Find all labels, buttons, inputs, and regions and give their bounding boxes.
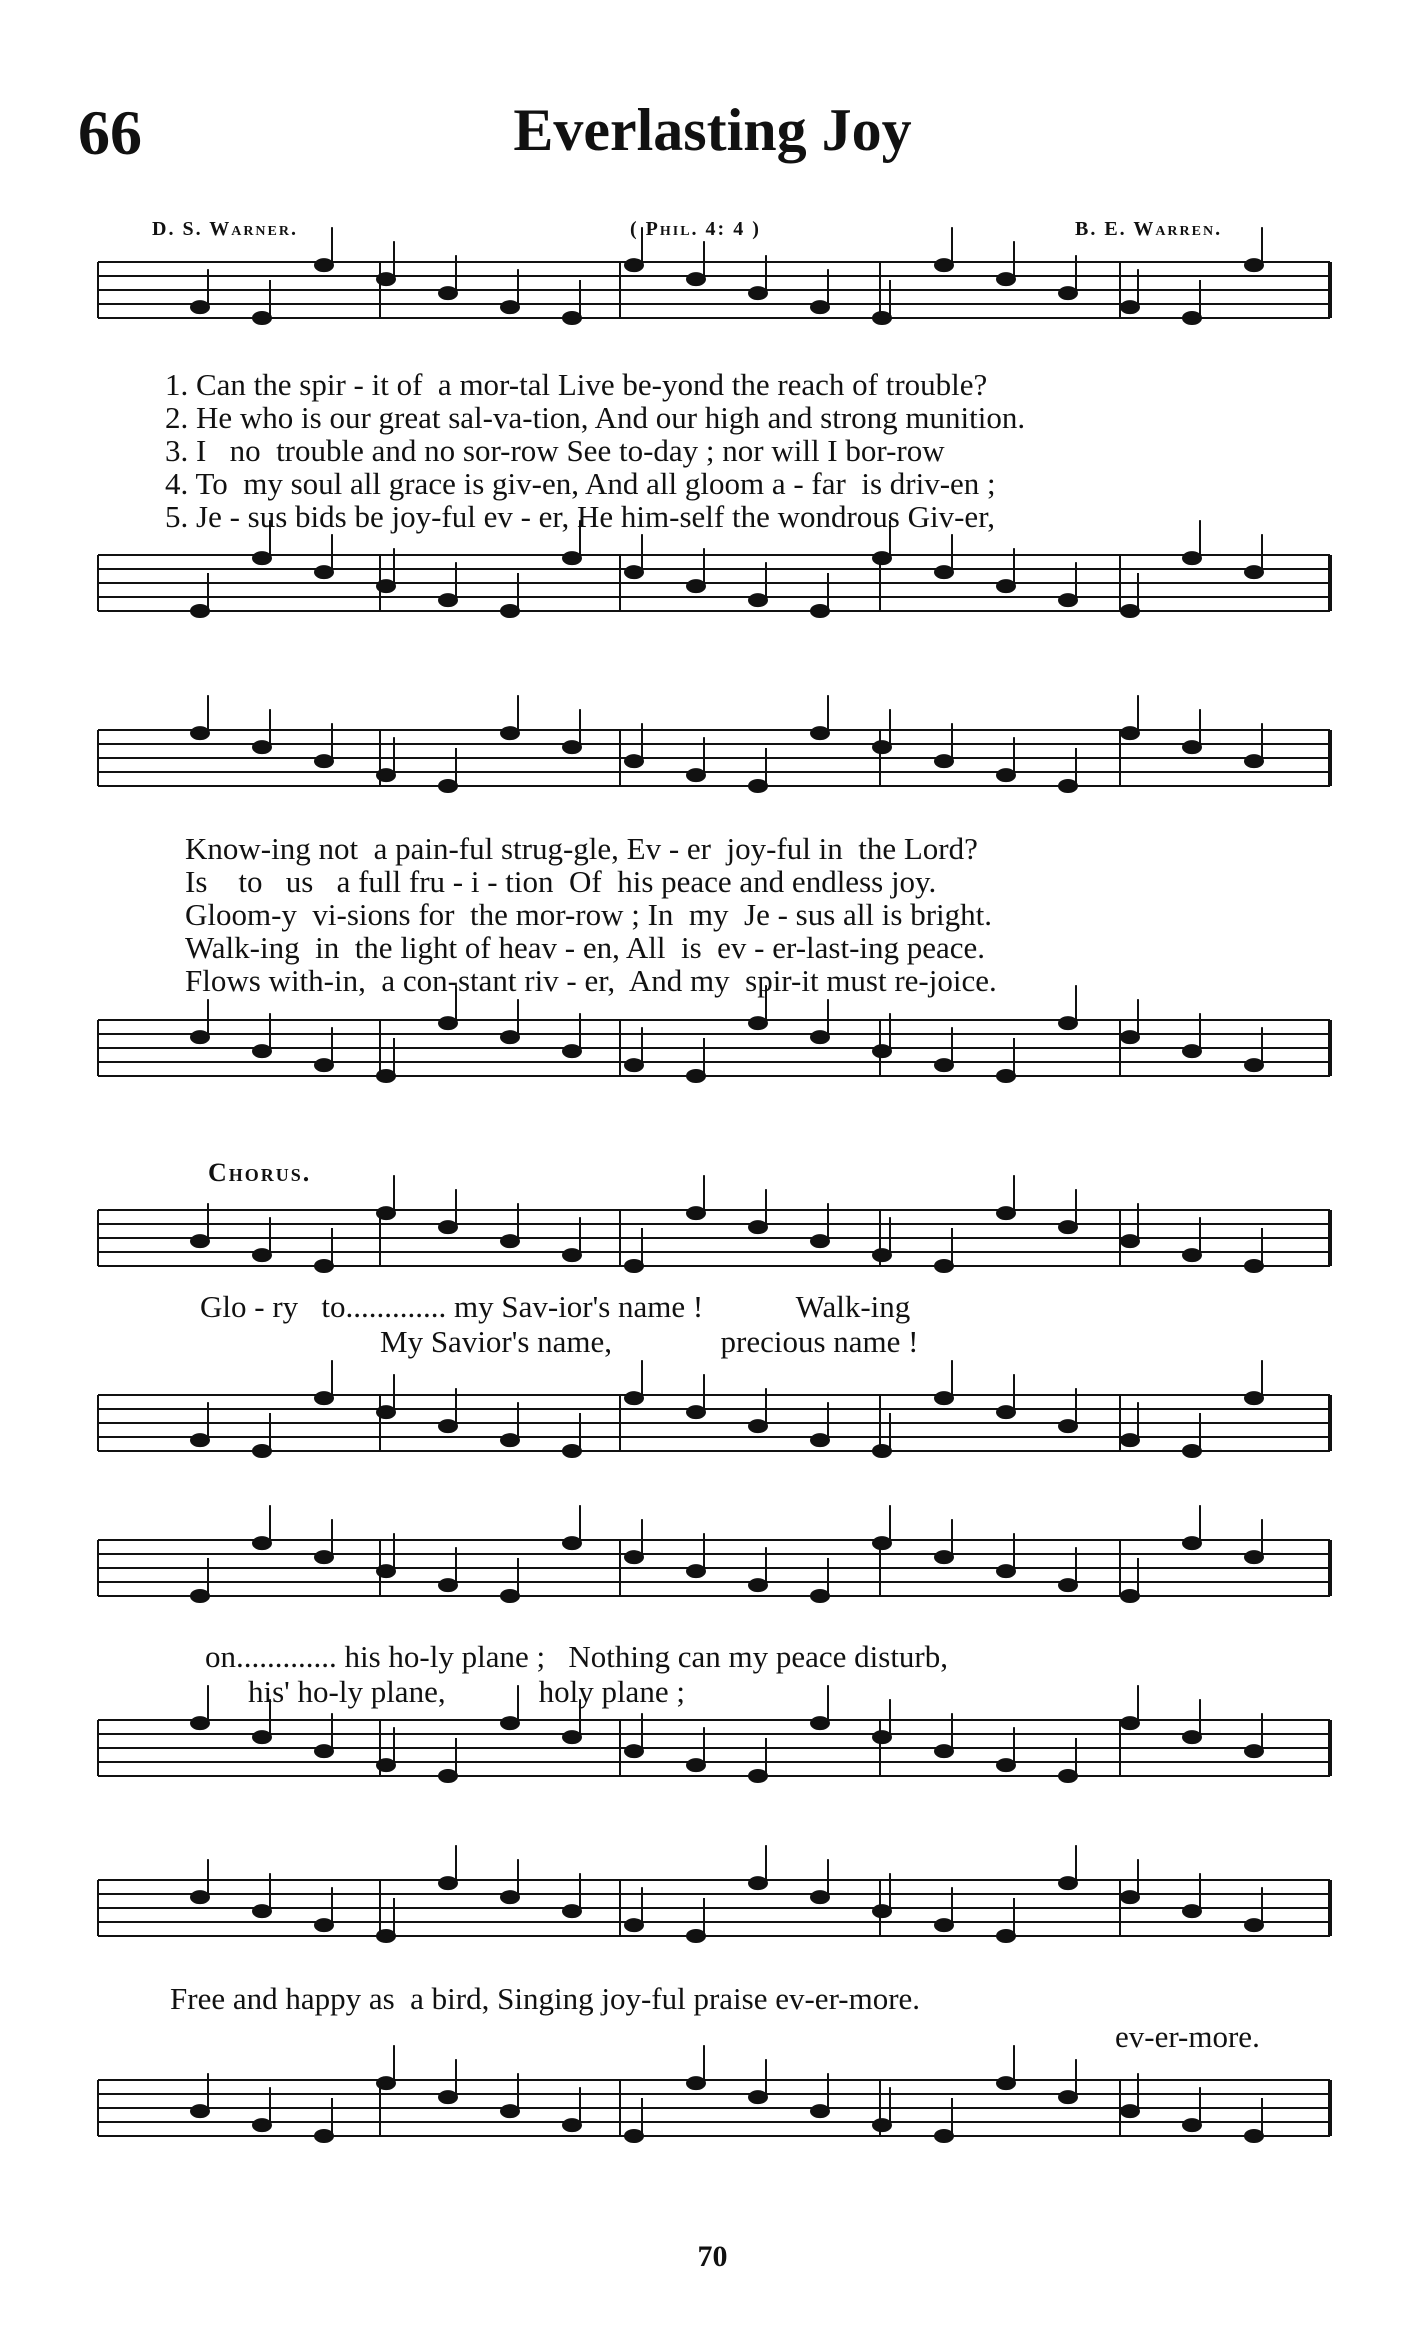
note-head [563, 1731, 581, 1743]
note-head [439, 594, 457, 606]
note-head [1245, 1392, 1263, 1404]
note-head [749, 2091, 767, 2103]
note-head [811, 301, 829, 313]
note-head [315, 259, 333, 271]
note-head [191, 1434, 209, 1446]
note-head [873, 552, 891, 564]
note-head [191, 1235, 209, 1247]
note-head [625, 1260, 643, 1272]
note-head [191, 727, 209, 739]
verse-line: 2. He who is our great sal-va-tion, And our high and strong munition. [165, 400, 1026, 435]
note-head [1183, 1445, 1201, 1457]
note-head [1121, 605, 1139, 617]
note-head [687, 2077, 705, 2089]
note-head [439, 287, 457, 299]
note-head [501, 1031, 519, 1043]
note-head [1245, 566, 1263, 578]
verse-line: Gloom-y vi-sions for the mor-row ; In my Je - sus all is bright. [185, 897, 993, 932]
note-head [191, 2105, 209, 2117]
note-head [997, 1070, 1015, 1082]
note-head [1059, 1017, 1077, 1029]
note-head [625, 1392, 643, 1404]
note-head [1059, 1221, 1077, 1233]
note-head [1245, 259, 1263, 271]
note-head [377, 2077, 395, 2089]
note-head [749, 1877, 767, 1889]
note-head [439, 780, 457, 792]
note-head [625, 755, 643, 767]
note-head [749, 1420, 767, 1432]
note-head [501, 301, 519, 313]
author-credit: D. S. Warner. [152, 218, 298, 240]
note-head [811, 1031, 829, 1043]
note-head [501, 1891, 519, 1903]
note-head [315, 1392, 333, 1404]
note-head [563, 1905, 581, 1917]
note-head [439, 1877, 457, 1889]
note-head [253, 1731, 271, 1743]
verse-line: Walk-ing in the light of heav - en, All is ev - er-last-ing peace. [185, 930, 986, 965]
note-head [1121, 1590, 1139, 1602]
note-head [1121, 1031, 1139, 1043]
note-head [377, 1759, 395, 1771]
note-head [253, 1905, 271, 1917]
note-head [997, 2077, 1015, 2089]
note-head [935, 1260, 953, 1272]
note-head [687, 1930, 705, 1942]
note-head [1245, 755, 1263, 767]
note-head [687, 1207, 705, 1219]
note-head [873, 1045, 891, 1057]
verse-block-1 [165, 368, 1025, 533]
note-head [749, 1579, 767, 1591]
note-head [563, 1045, 581, 1057]
note-head [563, 1445, 581, 1457]
note-head [1245, 1059, 1263, 1071]
note-head [873, 1905, 891, 1917]
chorus-line-3-echo: ev-er-more. [1115, 2019, 1260, 2054]
note-head [1121, 1434, 1139, 1446]
note-head [625, 1919, 643, 1931]
hymn-number: 66 [78, 97, 142, 168]
verse-line: 4. To my soul all grace is giv-en, And all gloom a - far is driv-en ; [165, 466, 996, 501]
note-head [873, 1445, 891, 1457]
chorus-line-2-alto: his' ho-ly plane, holy plane ; [248, 1674, 685, 1709]
note-head [191, 1590, 209, 1602]
verse-line: 1. Can the spir - it of a mor-tal Live be-yond the reach of trouble? [165, 367, 988, 402]
note-head [687, 273, 705, 285]
note-head [1121, 1717, 1139, 1729]
note-head [811, 605, 829, 617]
note-head [935, 1745, 953, 1757]
note-head [749, 1017, 767, 1029]
note-head [1245, 1260, 1263, 1272]
note-head [873, 312, 891, 324]
note-head [1121, 301, 1139, 313]
note-head [1183, 2119, 1201, 2131]
verse-line: 3. I no trouble and no sor-row See to-day ; nor will I bor-row [165, 433, 945, 468]
note-head [563, 1249, 581, 1261]
note-head [377, 1565, 395, 1577]
note-head [997, 1565, 1015, 1577]
note-head [625, 1551, 643, 1563]
note-head [997, 1207, 1015, 1219]
note-head [439, 1420, 457, 1432]
chorus-label: Chorus. [208, 1158, 312, 1187]
note-head [315, 1919, 333, 1931]
note-head [377, 1070, 395, 1082]
note-head [935, 1059, 953, 1071]
note-head [191, 1891, 209, 1903]
note-head [997, 273, 1015, 285]
note-head [749, 780, 767, 792]
verse-line: Know-ing not a pain-ful strug-gle, Ev - er joy-ful in the Lord? [185, 831, 978, 866]
note-head [1059, 2091, 1077, 2103]
note-head [191, 1031, 209, 1043]
note-head [253, 1537, 271, 1549]
note-head [935, 2130, 953, 2142]
chorus-line-1-alto: My Savior's name, precious name ! [380, 1324, 919, 1359]
note-head [935, 1392, 953, 1404]
note-head [1121, 2105, 1139, 2117]
note-head [1121, 727, 1139, 739]
note-head [873, 741, 891, 753]
note-head [191, 301, 209, 313]
note-head [873, 1731, 891, 1743]
page-number: 70 [697, 2240, 728, 2273]
note-head [1059, 287, 1077, 299]
note-head [1183, 1045, 1201, 1057]
note-head [315, 1260, 333, 1272]
note-head [253, 2119, 271, 2131]
note-head [1183, 741, 1201, 753]
verse-line: Flows with-in, a con-stant riv - er, And my spir-it must re-joice. [185, 963, 997, 998]
note-head [749, 1221, 767, 1233]
note-head [935, 1551, 953, 1563]
note-head [501, 1717, 519, 1729]
note-head [749, 594, 767, 606]
note-head [935, 259, 953, 271]
verse-line: Is to us a full fru - i - tion Of his peace and endless joy. [185, 864, 937, 899]
note-head [377, 769, 395, 781]
note-head [191, 605, 209, 617]
note-head [997, 1759, 1015, 1771]
note-head [501, 605, 519, 617]
note-head [1059, 1420, 1077, 1432]
note-head [625, 1059, 643, 1071]
note-head [377, 1207, 395, 1219]
note-head [1059, 1770, 1077, 1782]
chorus-line-2: on............. his ho-ly plane ; Nothing can my peace disturb, [205, 1639, 949, 1674]
note-head [501, 1590, 519, 1602]
chorus-line-1: Glo - ry to............. my Sav-ior's name ! Walk-ing [200, 1289, 911, 1324]
note-head [811, 1891, 829, 1903]
note-head [811, 727, 829, 739]
note-head [501, 2105, 519, 2117]
hymn-title: Everlasting Joy [513, 97, 912, 163]
note-head [873, 1537, 891, 1549]
note-head [749, 1770, 767, 1782]
note-head [315, 1745, 333, 1757]
note-head [253, 1445, 271, 1457]
note-head [811, 1434, 829, 1446]
note-head [253, 741, 271, 753]
note-head [563, 312, 581, 324]
note-head [315, 2130, 333, 2142]
note-head [377, 273, 395, 285]
note-head [1059, 780, 1077, 792]
note-head [501, 1434, 519, 1446]
note-head [997, 580, 1015, 592]
note-head [563, 1537, 581, 1549]
note-head [935, 755, 953, 767]
note-head [997, 1930, 1015, 1942]
note-head [377, 580, 395, 592]
note-head [439, 1221, 457, 1233]
note-head [625, 566, 643, 578]
note-head [687, 1070, 705, 1082]
note-head [1121, 1891, 1139, 1903]
note-head [1183, 1249, 1201, 1261]
note-head [1183, 1731, 1201, 1743]
note-head [501, 727, 519, 739]
note-head [625, 2130, 643, 2142]
note-head [1059, 594, 1077, 606]
note-head [377, 1406, 395, 1418]
note-head [439, 2091, 457, 2103]
note-head [625, 1745, 643, 1757]
note-head [1245, 1919, 1263, 1931]
note-head [1245, 2130, 1263, 2142]
note-head [625, 259, 643, 271]
scripture-reference: ( Phil. 4: 4 ) [630, 218, 761, 240]
note-head [687, 1406, 705, 1418]
note-head [1183, 552, 1201, 564]
note-head [687, 1565, 705, 1577]
note-head [191, 1717, 209, 1729]
note-head [811, 2105, 829, 2117]
note-head [935, 1919, 953, 1931]
note-head [687, 1759, 705, 1771]
note-head [997, 1406, 1015, 1418]
note-head [501, 1235, 519, 1247]
note-head [687, 580, 705, 592]
note-head [873, 2119, 891, 2131]
note-head [253, 552, 271, 564]
note-head [563, 2119, 581, 2131]
note-head [811, 1717, 829, 1729]
verse-line: 5. Je - sus bids be joy-ful ev - er, He him-self the wondrous Giv-er, [165, 499, 996, 534]
note-head [1059, 1877, 1077, 1889]
note-head [563, 741, 581, 753]
note-head [253, 1249, 271, 1261]
note-head [439, 1017, 457, 1029]
note-head [1121, 1235, 1139, 1247]
note-head [997, 769, 1015, 781]
note-head [1183, 312, 1201, 324]
note-head [687, 769, 705, 781]
note-head [315, 566, 333, 578]
note-head [439, 1579, 457, 1591]
note-head [253, 1045, 271, 1057]
note-head [1183, 1537, 1201, 1549]
note-head [315, 1551, 333, 1563]
note-head [439, 1770, 457, 1782]
note-head [315, 1059, 333, 1071]
note-head [811, 1235, 829, 1247]
note-head [315, 755, 333, 767]
note-head [935, 566, 953, 578]
note-head [1059, 1579, 1077, 1591]
note-head [749, 287, 767, 299]
note-head [1245, 1745, 1263, 1757]
chorus-line-3: Free and happy as a bird, Singing joy-ful praise ev-er-more. [170, 1981, 921, 2016]
note-head [873, 1249, 891, 1261]
note-head [377, 1930, 395, 1942]
note-head [563, 552, 581, 564]
note-head [1183, 1905, 1201, 1917]
note-head [1245, 1551, 1263, 1563]
composer-credit: B. E. Warren. [1075, 218, 1223, 240]
verse-block-2 [185, 832, 997, 997]
note-head [811, 1590, 829, 1602]
note-head [253, 312, 271, 324]
